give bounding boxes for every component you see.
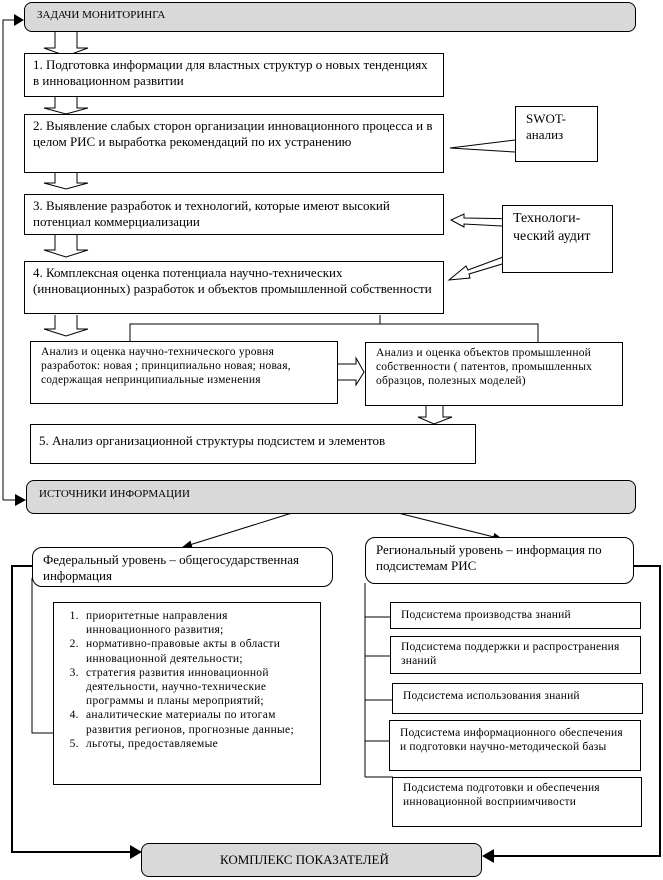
regional-level-title: Региональный уровень – информация по подсистемам РИС [376,542,602,573]
step-2-box [24,114,444,173]
federal-item: 5. льготы, предоставляемые [82,737,316,751]
step-5-box [30,424,476,464]
subsystem-text: Подсистема информационного обеспечения и подготовки научно-методической базы [400,727,623,753]
subsystem-text: Подсистема производства знаний [401,609,571,621]
swot-pointer [450,140,515,152]
federal-item: 1. приоритетные направления инновационного развития; [82,609,316,637]
federal-item: 4. аналитические материалы по итогам развития регионов, прогнозные данные; [82,708,316,736]
block-arrow-down-5 [44,315,88,336]
analysis-tech-level-text: Анализ и оценка научно-технического уровня разработок: новая ; принципиально новая; новая, содержащая непринципиальные изменения [41,346,291,386]
subsystem-text: Подсистема поддержки и распространения знаний [401,641,620,667]
subsystem-box [390,636,641,674]
step-5-text: 5. Анализ организационной структуры подсистем и элементов [39,433,386,448]
swot-box [515,106,598,162]
block-arrow-right [338,358,364,385]
block-arrow-down-4 [44,234,88,257]
feedback-line-top [3,20,16,500]
monitoring-tasks-header [24,2,636,32]
indicators-complex-title: КОМПЛЕКС ПОКАЗАТЕЛЕЙ [220,852,389,867]
monitoring-tasks-title: ЗАДАЧИ МОНИТОРИНГА [37,9,166,21]
step-3-box [24,194,444,235]
result-arrowhead-right [482,849,494,863]
federal-item: 3. стратегия развития инновационной деятельности, научно-технические программы и планы мероприятий; [82,666,316,709]
arrow-to-regional [398,513,502,539]
information-sources-header [26,480,636,514]
feedback-arrowhead-top [14,14,24,26]
step-1-box [24,53,444,97]
analysis-tech-level-box [30,341,338,404]
block-arrow-down-3 [44,173,88,189]
federal-level-box [32,547,333,587]
indicators-complex-box [141,843,482,877]
federal-level-title: Федеральный уровень – общегосударственная информация [43,552,300,583]
step-2-text: 2. Выявление слабых сторон организации инновационного процесса и в целом РИС и выработка рекомендаций по их устранению [33,118,433,149]
federal-items-list [54,609,316,751]
tech-audit-box [502,205,613,273]
arrow-to-federal [183,513,292,547]
subsystem-box [392,777,642,827]
subsystem-text: Подсистема использования знаний [403,690,580,702]
analysis-ip-box [365,342,623,406]
step-3-text: 3. Выявление разработок и технологий, которые имеют высокий потенциал коммерциализации [33,198,390,229]
feedback-arrowhead-sources [15,494,26,506]
federal-items-box [53,602,321,785]
regional-level-box [365,537,634,584]
subsystem-text: Подсистема подготовки и обеспечения инновационной восприимчивости [403,782,600,808]
tech-audit-text: Технологи-ческий аудит [513,211,591,244]
swot-text: SWOT-анализ [526,111,566,142]
block-arrow-down-2 [44,97,88,114]
subsystem-box [392,683,643,714]
analysis-ip-text: Анализ и оценка объектов промышленной собственности ( патентов, промышленных образцов, полезных моделей) [376,347,593,387]
subsystem-box [390,602,641,629]
step-4-text: 4. Комплексная оценка потенциала научно-технических (инновационных) разработок и объектов промышленной собственности [33,265,432,296]
step-1-text: 1. Подготовка информации для властных структур о новых тенденциях в инновационном развитии [33,57,428,88]
subsystem-box [389,720,641,771]
federal-item: 2. нормативно-правовые акты в области инновационной деятельности; [82,637,316,665]
block-arrow-down-6 [418,406,452,424]
step-4-box [24,261,444,314]
information-sources-title: ИСТОЧНИКИ ИНФОРМАЦИИ [39,488,190,500]
